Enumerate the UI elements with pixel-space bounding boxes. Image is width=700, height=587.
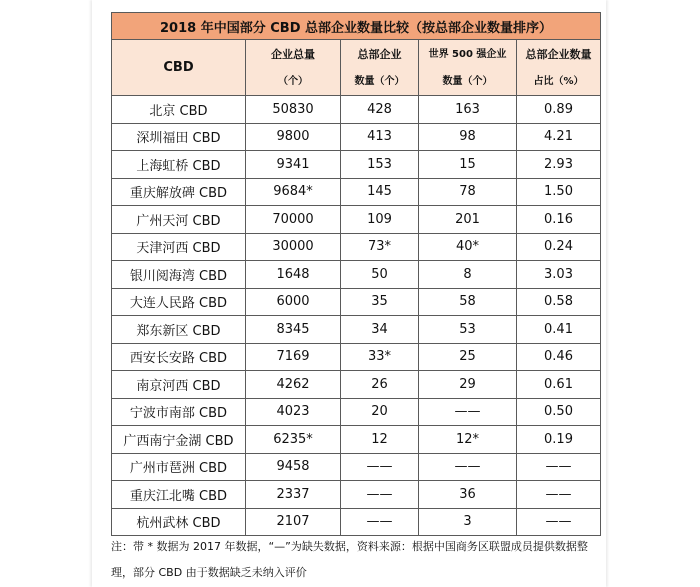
cell-hq-ratio: 0.24 bbox=[517, 233, 601, 261]
table-row bbox=[112, 233, 601, 261]
cell-enterprise-total: 2107 bbox=[246, 508, 341, 536]
cell-fortune500-count: 201 bbox=[419, 206, 517, 234]
cell-enterprise-total: 50830 bbox=[246, 96, 341, 124]
cell-cbd-name: 广州市琶洲 CBD bbox=[112, 453, 246, 481]
cell-hq-ratio: 1.50 bbox=[517, 178, 601, 206]
cell-enterprise-total: 2337 bbox=[246, 481, 341, 509]
table-row bbox=[112, 343, 601, 371]
cell-hq-count: 35 bbox=[341, 288, 419, 316]
cell-hq-ratio: 0.46 bbox=[517, 343, 601, 371]
header-hq-count bbox=[341, 40, 419, 96]
header-enterprise-total bbox=[246, 40, 341, 96]
header-hq-count-line2: 数量（个） bbox=[354, 75, 405, 87]
table-row bbox=[112, 96, 601, 124]
cell-hq-count: 73* bbox=[341, 233, 419, 261]
cell-enterprise-total: 30000 bbox=[246, 233, 341, 261]
table-row bbox=[112, 151, 601, 179]
table-row bbox=[112, 261, 601, 289]
cell-enterprise-total: 9800 bbox=[246, 123, 341, 151]
header-cbd bbox=[112, 40, 246, 96]
cell-cbd-name: 南京河西 CBD bbox=[112, 371, 246, 399]
header-fortune500-count-line1: 世界 500 强企业 bbox=[428, 48, 507, 60]
cell-hq-ratio: 0.16 bbox=[517, 206, 601, 234]
cell-enterprise-total: 70000 bbox=[246, 206, 341, 234]
cell-enterprise-total: 1648 bbox=[246, 261, 341, 289]
cell-cbd-name: 重庆江北嘴 CBD bbox=[112, 481, 246, 509]
cell-cbd-name: 杭州武林 CBD bbox=[112, 508, 246, 536]
cell-cbd-name: 上海虹桥 CBD bbox=[112, 151, 246, 179]
cell-hq-ratio: 0.61 bbox=[517, 371, 601, 399]
header-enterprise-total-line1: 企业总量 bbox=[271, 47, 315, 61]
cell-cbd-name: 广州天河 CBD bbox=[112, 206, 246, 234]
cbd-headquarters-table bbox=[111, 12, 601, 536]
header-enterprise-total-line2: （个） bbox=[278, 75, 308, 87]
cell-fortune500-count: 36 bbox=[419, 481, 517, 509]
cell-cbd-name: 北京 CBD bbox=[112, 96, 246, 124]
header-hq-ratio-line1: 总部企业数量 bbox=[525, 47, 592, 61]
cell-hq-count: 26 bbox=[341, 371, 419, 399]
cell-hq-count: 153 bbox=[341, 151, 419, 179]
cell-fortune500-count: 58 bbox=[419, 288, 517, 316]
header-hq-count-line1: 总部企业 bbox=[357, 47, 402, 61]
cell-hq-ratio: 4.21 bbox=[517, 123, 601, 151]
cell-hq-ratio: 0.89 bbox=[517, 96, 601, 124]
cell-fortune500-count: 25 bbox=[419, 343, 517, 371]
cell-fortune500-count: 12* bbox=[419, 426, 517, 454]
table-header-row bbox=[112, 40, 601, 96]
cell-hq-ratio: 3.03 bbox=[517, 261, 601, 289]
cell-fortune500-count: 8 bbox=[419, 261, 517, 289]
table-row bbox=[112, 206, 601, 234]
table-row bbox=[112, 123, 601, 151]
cell-cbd-name: 大连人民路 CBD bbox=[112, 288, 246, 316]
cell-fortune500-count: 15 bbox=[419, 151, 517, 179]
cell-enterprise-total: 9458 bbox=[246, 453, 341, 481]
cell-enterprise-total: 6235* bbox=[246, 426, 341, 454]
cell-hq-count: 109 bbox=[341, 206, 419, 234]
cell-cbd-name: 深圳福田 CBD bbox=[112, 123, 246, 151]
header-hq-ratio-line2: 占比（%） bbox=[533, 75, 584, 87]
cell-hq-count: 12 bbox=[341, 426, 419, 454]
table-row bbox=[112, 426, 601, 454]
table-row bbox=[112, 398, 601, 426]
table-row bbox=[112, 508, 601, 536]
cell-hq-count: 145 bbox=[341, 178, 419, 206]
cell-cbd-name: 西安长安路 CBD bbox=[112, 343, 246, 371]
table-row bbox=[112, 481, 601, 509]
cell-hq-ratio: 0.50 bbox=[517, 398, 601, 426]
cell-fortune500-count: 3 bbox=[419, 508, 517, 536]
cell-hq-ratio: —— bbox=[517, 508, 601, 536]
cell-enterprise-total: 4262 bbox=[246, 371, 341, 399]
cell-hq-count: 20 bbox=[341, 398, 419, 426]
cell-fortune500-count: 40* bbox=[419, 233, 517, 261]
cell-hq-count: 34 bbox=[341, 316, 419, 344]
cell-hq-count: 33* bbox=[341, 343, 419, 371]
cell-enterprise-total: 8345 bbox=[246, 316, 341, 344]
header-cbd-line1: CBD bbox=[163, 60, 194, 75]
table-row bbox=[112, 178, 601, 206]
table-row bbox=[112, 453, 601, 481]
cell-hq-count: 50 bbox=[341, 261, 419, 289]
cell-fortune500-count: 163 bbox=[419, 96, 517, 124]
cell-fortune500-count: —— bbox=[419, 398, 517, 426]
cell-enterprise-total: 9684* bbox=[246, 178, 341, 206]
cell-fortune500-count: 53 bbox=[419, 316, 517, 344]
cell-cbd-name: 重庆解放碑 CBD bbox=[112, 178, 246, 206]
cell-enterprise-total: 6000 bbox=[246, 288, 341, 316]
document-page bbox=[92, 0, 606, 587]
cell-cbd-name: 银川阅海湾 CBD bbox=[112, 261, 246, 289]
table-footnote: 注：带 * 数据为 2017 年数据，“—”为缺失数据，资料来源：根据中国商务区联盟成员提供数据整理，部分 CBD 由于数据缺乏未纳入评价 bbox=[111, 540, 588, 579]
cell-hq-count: 428 bbox=[341, 96, 419, 124]
cell-cbd-name: 广西南宁金湖 CBD bbox=[112, 426, 246, 454]
table-row bbox=[112, 288, 601, 316]
cell-fortune500-count: 78 bbox=[419, 178, 517, 206]
cell-hq-count: —— bbox=[341, 508, 419, 536]
cell-cbd-name: 郑东新区 CBD bbox=[112, 316, 246, 344]
cell-cbd-name: 天津河西 CBD bbox=[112, 233, 246, 261]
cell-hq-ratio: 0.41 bbox=[517, 316, 601, 344]
cell-hq-ratio: 2.93 bbox=[517, 151, 601, 179]
cell-enterprise-total: 4023 bbox=[246, 398, 341, 426]
cell-hq-count: 413 bbox=[341, 123, 419, 151]
header-hq-ratio bbox=[517, 40, 601, 96]
cell-hq-ratio: 0.58 bbox=[517, 288, 601, 316]
cell-enterprise-total: 9341 bbox=[246, 151, 341, 179]
cell-hq-ratio: 0.19 bbox=[517, 426, 601, 454]
cell-hq-count: —— bbox=[341, 481, 419, 509]
cell-hq-count: —— bbox=[341, 453, 419, 481]
cell-fortune500-count: 98 bbox=[419, 123, 517, 151]
cell-enterprise-total: 7169 bbox=[246, 343, 341, 371]
table-title: 2018 年中国部分 CBD 总部企业数量比较（按总部企业数量排序） bbox=[112, 13, 601, 40]
cell-hq-ratio: —— bbox=[517, 481, 601, 509]
cell-fortune500-count: —— bbox=[419, 453, 517, 481]
cell-cbd-name: 宁波市南部 CBD bbox=[112, 398, 246, 426]
cell-hq-ratio: —— bbox=[517, 453, 601, 481]
header-fortune500-count-line2: 数量（个） bbox=[442, 75, 493, 87]
table-row bbox=[112, 371, 601, 399]
header-fortune500-count bbox=[419, 40, 517, 96]
cell-fortune500-count: 29 bbox=[419, 371, 517, 399]
table-body bbox=[112, 96, 601, 536]
table-row bbox=[112, 316, 601, 344]
